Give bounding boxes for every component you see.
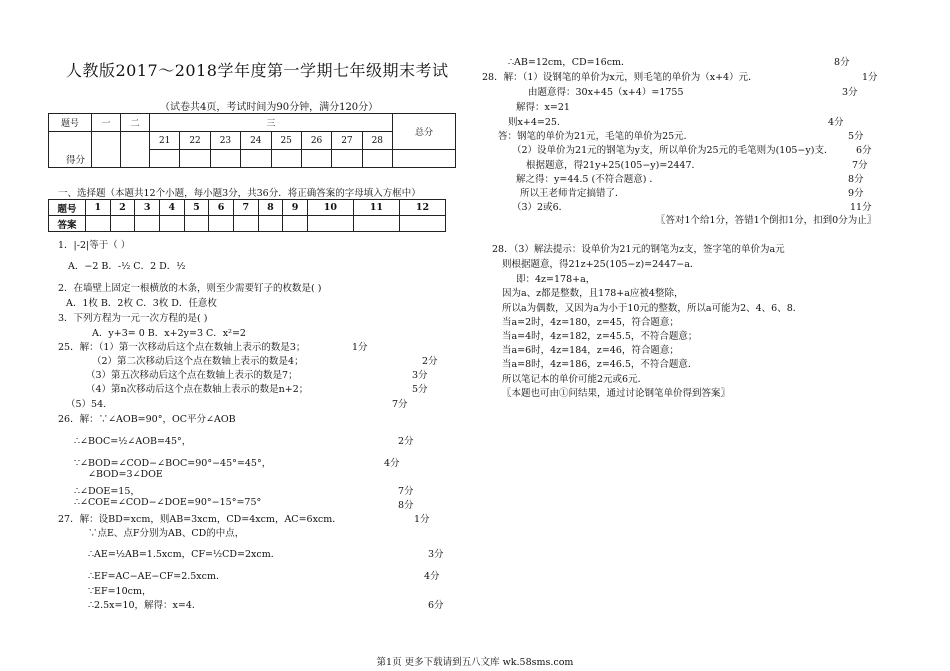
q2-options: A．1枚 B．2枚 C．3枚 D．任意枚 <box>66 298 217 309</box>
r-line-9: 所以王老师肯定搞错了． <box>520 188 625 199</box>
answer-num: 2 <box>110 200 135 216</box>
answer-cell[interactable] <box>307 216 353 232</box>
r-score-8: 9分 <box>848 188 864 199</box>
answer-num: 11 <box>353 200 399 216</box>
a25-3: （3）第五次移动后这个点在数轴上表示的数是7； <box>86 370 298 381</box>
answer-cell[interactable] <box>159 216 184 232</box>
a26-6: ∴∠COE=∠COD−∠DOE=90°−15°=75° <box>74 497 262 508</box>
answer-num: 9 <box>283 200 308 216</box>
a26-5-score: 7分 <box>398 486 414 497</box>
r-line-21: 所以笔记本的单价可能2元或6元． <box>502 374 648 385</box>
answer-cell[interactable] <box>184 216 209 232</box>
r-line-22: 〖本题也可由①问结果，通过讨论钢笔单价得到答案〗 <box>502 388 731 399</box>
score-header-3: 三 <box>150 114 393 132</box>
a25-5: （5）54. <box>66 399 107 410</box>
score-header-1: 一 <box>92 114 121 132</box>
q2: 2．在墙壁上固定一根横放的木条，则至少需要钉子的枚数是( ) <box>58 283 322 294</box>
score-header-label: 题号 <box>49 114 92 132</box>
r-line-6: （2）设单价为21元的钢笔为y支，所以单价为25元的毛笔则为(105−y)支． <box>512 145 834 156</box>
a27-4-score: 4分 <box>424 571 440 582</box>
answer-num: 3 <box>135 200 160 216</box>
q21: 21 <box>150 132 180 150</box>
a25-5-score: 7分 <box>392 399 408 410</box>
r-score-5: 6分 <box>856 145 872 156</box>
q23: 23 <box>210 132 240 150</box>
exam-title: 人教版2017～2018学年度第一学期七年级期末考试 <box>66 61 449 80</box>
a26-2-score: 2分 <box>398 436 414 447</box>
a27-6-score: 6分 <box>428 600 444 611</box>
a27-4: ∴EF=AC−AE−CF=2.5xcm． <box>88 571 226 582</box>
q27: 27 <box>332 132 362 150</box>
r-line-15: 因为a、z都是整数，且178+a应被4整除， <box>502 288 684 299</box>
answer-num: 12 <box>399 200 445 216</box>
r-line-4: 则x+4=25. <box>508 117 560 128</box>
answer-cell[interactable] <box>233 216 258 232</box>
answer-num: 5 <box>184 200 209 216</box>
score-row-label: 得分 <box>66 155 86 166</box>
page-footer: 第1页 更多下载请到五八文库 wk.58sms.com <box>376 657 574 668</box>
r-line-17: 当a=2时，4z=180，z=45，符合题意； <box>502 317 679 328</box>
r-line-8: 解之得：y=44.5 (不符合题意) ． <box>516 174 659 185</box>
q3: 3．下列方程为一元一次方程的是( ) <box>58 313 208 324</box>
section1-heading: 一、选择题（本题共12个小题，每小题3分，共36分．将正确答案的字母填入方框中） <box>58 188 421 199</box>
score-header-2: 二 <box>121 114 150 132</box>
a27-3: ∴AE=½AB=1.5xcm，CF=½CD=2xcm． <box>88 549 281 560</box>
answer-num: 1 <box>86 200 111 216</box>
q1: 1．|-2|等于（ ） <box>58 240 131 251</box>
a25-1-score: 1分 <box>352 342 368 353</box>
answer-cell[interactable] <box>258 216 283 232</box>
answer-num: 10 <box>307 200 353 216</box>
r-line-5: 答：钢笔的单价为21元，毛笔的单价为25元． <box>498 131 694 142</box>
r-line-2: 由题意得：30x+45（x+4）=1755 <box>528 87 684 98</box>
a26-1: 26．解：∵∠AOB=90°，OC平分∠AOB <box>58 414 236 425</box>
r-line-19: 当a=6时，4z=184，z=46，符合题意； <box>502 345 679 356</box>
r-score-9: 11分 <box>850 202 872 213</box>
q24: 24 <box>241 132 271 150</box>
exam-subtitle: （试卷共4页，考试时间为90分钟，满分120分） <box>160 102 379 113</box>
answer-cell[interactable] <box>283 216 308 232</box>
answer-num: 7 <box>233 200 258 216</box>
answer-num: 8 <box>258 200 283 216</box>
a27-5: ∵EF=10cm， <box>88 586 152 597</box>
a27-3-score: 3分 <box>428 549 444 560</box>
q25: 25 <box>271 132 301 150</box>
r-score-7: 8分 <box>848 174 864 185</box>
r-line-18: 当a=4时，4z=182，z=45.5，不符合题意； <box>502 331 698 342</box>
r-score-6: 7分 <box>852 160 868 171</box>
answer-cell[interactable] <box>353 216 399 232</box>
r-line-20: 当a=8时，4z=186，z=46.5，不符合题意． <box>502 359 698 370</box>
a25-2-score: 2分 <box>422 356 438 367</box>
answer-row-label-2: 答案 <box>49 216 86 232</box>
answer-row-label: 题号 <box>49 200 86 216</box>
r-line-11: 〖答对1个给1分，答错1个倒扣1分，扣到0分为止〗 <box>656 215 877 226</box>
q26: 26 <box>301 132 331 150</box>
a27-2: ∵点E、点F分别为AB、CD的中点， <box>88 528 245 539</box>
a26-2: ∴∠BOC=½∠AOB=45°， <box>74 436 192 447</box>
a25-3-score: 3分 <box>412 370 428 381</box>
r-line-13: 则根据题意，得21z+25(105−z)=2447−a． <box>502 259 700 270</box>
a26-3-score: 4分 <box>384 458 400 469</box>
answer-cell[interactable] <box>86 216 111 232</box>
r-line-16: 所以a为偶数，又因为a为小于10元的整数，所以a可能为2、4、6、8． <box>502 303 803 314</box>
a26-5: ∴∠DOE=15， <box>74 486 140 497</box>
r-score-0: 8分 <box>834 57 850 68</box>
a25-4-score: 5分 <box>412 384 428 395</box>
q22: 22 <box>180 132 210 150</box>
a27-1: 27．解：设BD=xcm，则AB=3xcm，CD=4xcm，AC=6xcm． <box>58 514 342 525</box>
answer-cell[interactable] <box>135 216 160 232</box>
score-table <box>48 113 456 168</box>
answer-cell[interactable] <box>209 216 234 232</box>
r-line-7: 根据题意，得21y+25(105−y)=2447． <box>526 160 702 171</box>
q1-options: A．−2 B．-½ C．2 D．½ <box>68 261 186 272</box>
answer-num: 6 <box>209 200 234 216</box>
score-header-total: 总分 <box>393 114 456 150</box>
r-line-10: （3）2或6． <box>512 202 569 213</box>
a25-1: 25．解：（1）第一次移动后这个点在数轴上表示的数是3； <box>58 342 306 353</box>
r-line-3: 解得：x=21 <box>516 102 570 113</box>
r-score-1: 1分 <box>862 72 878 83</box>
answer-table <box>48 199 446 232</box>
q3-options: A．y+3= 0 B．x+2y=3 C．x²=2 <box>92 328 246 339</box>
answer-num: 4 <box>159 200 184 216</box>
r-score-4: 5分 <box>848 131 864 142</box>
answer-cell[interactable] <box>110 216 135 232</box>
q28: 28 <box>362 132 392 150</box>
r-line-14: 即：4z=178+a， <box>516 274 596 285</box>
r-line-0: ∴AB=12cm，CD=16cm． <box>508 57 631 68</box>
a26-3: ∵∠BOD=∠COD−∠BOC=90°−45°=45°， <box>74 458 272 469</box>
a26-4: ∠BOD=3∠DOE <box>88 469 163 480</box>
answer-cell[interactable] <box>399 216 445 232</box>
r-line-12: 28．（3）解法提示：设单价为21元的钢笔为z支，签字笔的单价为a元 <box>492 244 785 255</box>
r-line-1: 28．解：（1）设钢笔的单价为x元，则毛笔的单价为（x+4）元． <box>482 72 758 83</box>
a25-4: （4）第n次移动后这个点在数轴上表示的数是n+2； <box>86 384 309 395</box>
r-score-2: 3分 <box>842 87 858 98</box>
a26-6-score: 8分 <box>398 500 414 511</box>
r-score-3: 4分 <box>828 117 844 128</box>
a27-1-score: 1分 <box>414 514 430 525</box>
a27-6: ∴2.5x=10，解得：x=4． <box>88 600 202 611</box>
a25-2: （2）第二次移动后这个点在数轴上表示的数是4； <box>92 356 304 367</box>
